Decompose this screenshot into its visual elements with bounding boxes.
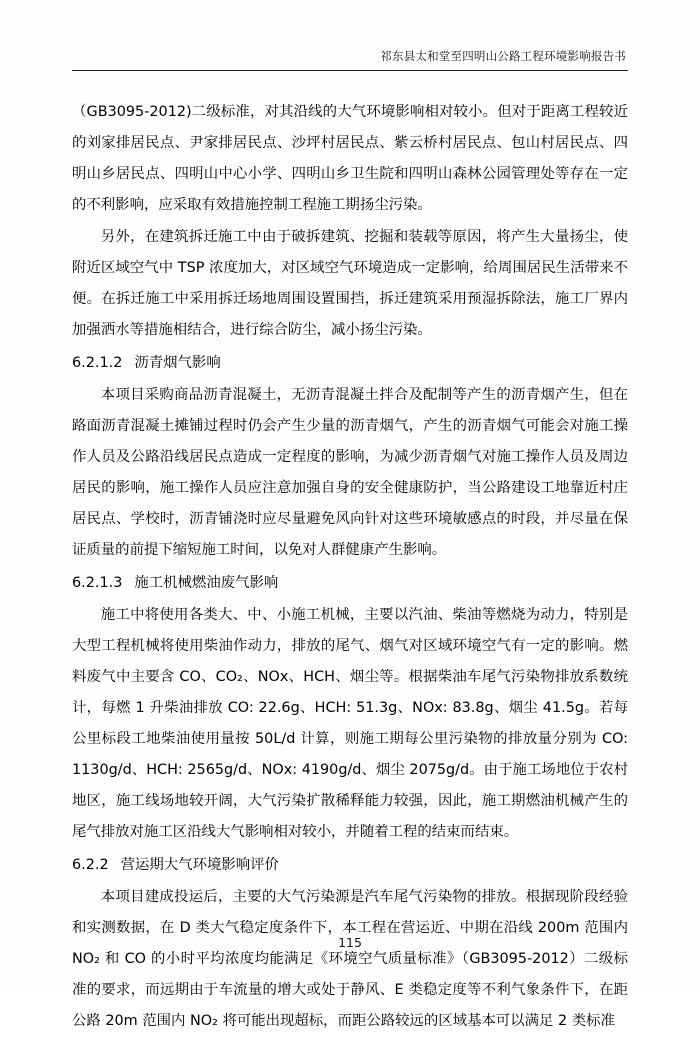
page-header [72,48,628,64]
section-heading [72,850,628,881]
section-number: 6.2.2 [72,857,109,873]
paragraph: 另外，在建筑拆迁施工中由于破拆建筑、挖掘和装载等原因，将产生大量扬尘，使附近区域空气中 TSP 浓度加大，对区域空气环境造成一定影响，给周围居民生活带来不便。在拆迁施工中采用拆迁场地周围设置围挡，拆迁建筑采用预湿拆除法，施工厂界内加强洒水等措施相结合，进行综合防尘，减小扬尘污染。 [72,229,628,338]
document-body [72,97,628,1037]
section-number: 6.2.1.2 [72,355,123,371]
paragraph: 本项目建成投运后，主要的大气污染源是汽车尾气污染物的排放。根据现阶段经验和实测数据，在 D 类大气稳定度条件下，本工程在营运近、中期在沿线 200m 范围内 NO₂ 和 CO 的小时平均浓度均能满足《环境空气质量标准》（GB3095-2012）二级标准的要求，而远期由于车流量的增大或处于静风、E 类稳定度等不利气象条件下，在距公路 20m 范围内 NO₂ 将可能出现超标，而距公路较远的区域基本可以满足 2 类标准 [72,889,628,1029]
page-footer [0,935,700,950]
section-heading [72,348,628,379]
section-title: 施工机械燃油废气影响 [134,575,279,591]
section-title: 沥青烟气影响 [134,355,221,371]
section-title: 营运期大气环境影响评价 [120,857,279,873]
section-number: 6.2.1.3 [72,575,123,591]
paragraph: 施工中将使用各类大、中、小施工机械，主要以汽油、柴油等燃烧为动力，特别是大型工程机械将使用柴油作动力，排放的尾气、烟气对区域环境空气有一定的影响。燃料废气中主要含 CO、CO₂、NOx、HCH、烟尘等。根据柴油车尾气污染物排放系数统计，每燃 1 升柴油排放 CO: 22.6g、HCH: 51.3g、NOx: 83.8g、烟尘 41.5g。若每公里标段工地柴油使用量按 50L/d 计算，则施工期每公里污染物的排放量分别为 CO: 1130g/d、HCH: 2565g/d、NOx: 4190g/d、烟尘 2075g/d。由于施工场地位于农村地区，施工线场地较开阔，大气污染扩散稀释能力较强，因此，施工期燃油机械产生的尾气排放对施工区沿线大气影响相对较小，并随着工程的结束而结束。 [72,607,628,840]
header-divider [72,70,628,71]
paragraph: 本项目采购商品沥青混凝土，无沥青混凝土拌合及配制等产生的沥青烟产生，但在路面沥青混凝土摊铺过程时仍会产生少量的沥青烟气，产生的沥青烟气可能会对施工操作人员及公路沿线居民点造成一定程度的影响，为减少沥青烟气对施工操作人员及周边居民的影响，施工操作人员应注意加强自身的安全健康防护，当公路建设工地靠近村庄居民点、学校时，沥青铺浇时应尽量避免风向针对这些环境敏感点的时段，并尽量在保证质量的前提下缩短施工时间，以免对人群健康产生影响。 [72,387,628,558]
paragraph: （GB3095-2012)二级标准，对其沿线的大气环境影响相对较小。但对于距离工程较近的刘家排居民点、尹家排居民点、沙坪村居民点、紫云桥村居民点、包山村居民点、四明山乡居民点、四明山中心小学、四明山乡卫生院和四明山森林公园管理处等存在一定的不利影响，应采取有效措施控制工程施工期扬尘污染。 [72,104,628,213]
header-title: 祁东县太和堂至四明山公路工程环境影响报告书 [380,49,626,63]
section-heading [72,568,628,599]
page-number: 115 [338,935,362,950]
